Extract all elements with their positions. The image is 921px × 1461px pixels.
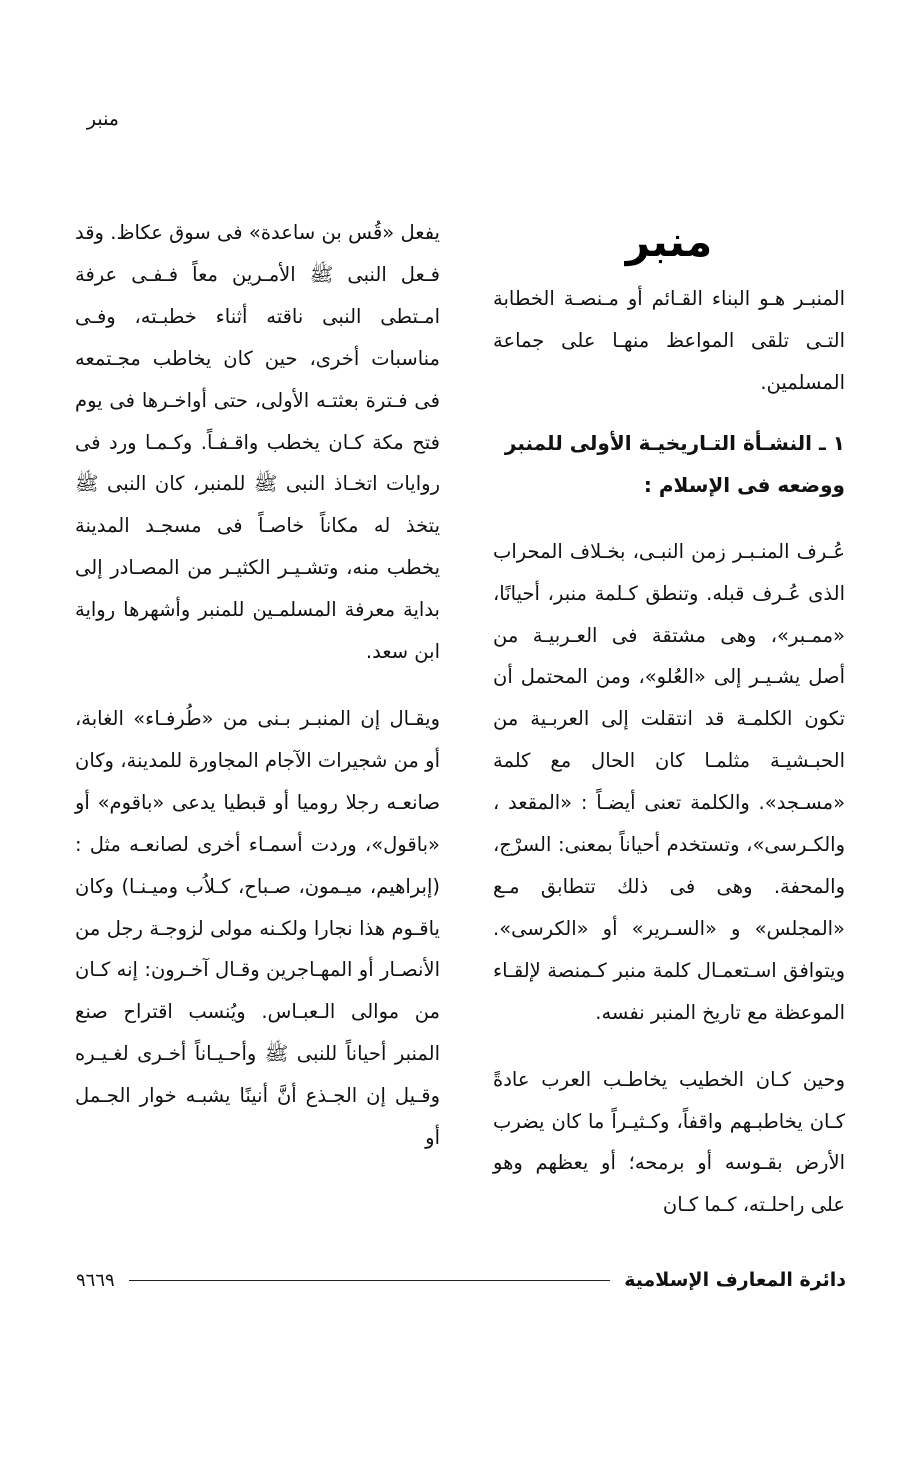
section-heading: ١ ـ النشـأة التـاريخيـة الأولى للمنبر ووضعه فى الإسلام : bbox=[504, 430, 845, 497]
intro-paragraph: المنبـر هـو البناء القـائم أو مـنصـة الخطابة التـى تلقى المواعظ منهـا على جماعة المسلمين. bbox=[493, 287, 845, 394]
footer-publication-title: دائرة المعارف الإسلامية bbox=[624, 1269, 846, 1291]
body-paragraph: ويقـال إن المنبـر بـنى من «طُرفـاء» الغابة، أو من شجيرات الآجام المجاورة للمدينة، وكان صانعـه رجلا روميا أو قبطيا يدعى «باقوم» أو «باقول»، وردت أسمـاء أخرى لصانعـه مثل : (إبراهيم، ميـمون، صـباح، كـلاُب وميـنـا) وكان ياقـوم هذا نجارا ولكـنه مولى لزوجـة رجل من الأنصـار أو المهـاجرين وقـال آخـرون: إنه كـان من موالى الـعبـاس. ويُنسب اقتراح صنع المنبر أحياناً للنبى ﷺ وأحـيـاناً أخـرى لغـيـره وقـيل إن الجـذع أنَّ أنينًا يشبـه خوار الجـمل أو bbox=[75, 706, 440, 1150]
page-number: ٩٦٦٩ bbox=[76, 1269, 115, 1291]
running-head: منبر bbox=[86, 108, 119, 130]
body-paragraph: يفعل «قُس بن ساعدة» فى سوق عكاظ. وقد فـعل النبى ﷺ الأمـرين معاً فـفـى عرفة امـتطى النبى ناقته أثناء خطبـته، وفـى مناسبات أخرى، حين كان يخاطب مجـتمعه فى فـترة بعثتـه الأولى، حتى أواخـرها فى يوم فتح مكة كـان يخطب واقـفـاً. وكـمـا ورد فى روايات اتخـاذ النبى ﷺ للمنبر، كان النبى ﷺ يتخذ له مكاناً خاصـاً فى مسجـد المدينة يخطب منه، وتشـيـر الكثيـر من المصـادر إلى بداية معرفة المسلمـين للمنبر وأشهرها رواية ابن سعد. bbox=[75, 221, 440, 664]
article-title: منبر bbox=[625, 217, 713, 266]
page-footer bbox=[76, 1265, 846, 1295]
body-paragraph: عُـرف المنـبـر زمن النبـى، بخـلاف المحراب الذى عُـرف قبله. وتنطق كـلمة منبر، أحيانًا، «ممـبر»، وهى مشتقة فى العـربيـة من أصل يشـيـر إلى «العُلو»، ومن المحتمل أن تكون الكلمـة قد انتقلت إلى العربـية من الحبـشيـة مثلمـا كان الحال مع كلمة «مسـجد». والكلمة تعنى أيضـاً : «المقعد ، والكـرسى»، وتستخدم أحياناً بمعنى: السرْج، والمحفة. وهى فى ذلك تتطابق مـع «المجلس» و «السـرير» أو «الكرسى». ويتوافق اسـتعمـال كلمة منبر كـمنصة لإلقـاء الموعظة مع تاريخ المنبر نفسه. bbox=[493, 539, 845, 1024]
footer-divider bbox=[129, 1280, 611, 1281]
right-column bbox=[493, 212, 845, 1226]
left-column bbox=[75, 212, 440, 1159]
body-paragraph: وحين كـان الخطيب يخاطـب العرب عادةً كـان يخاطبـهم واقفاً، وكـثيـراً ما كان يضرب الأرض بقـوسه أو برمحه؛ أو يعظهم وهو على راحلـته، كـما كـان bbox=[493, 1067, 845, 1217]
